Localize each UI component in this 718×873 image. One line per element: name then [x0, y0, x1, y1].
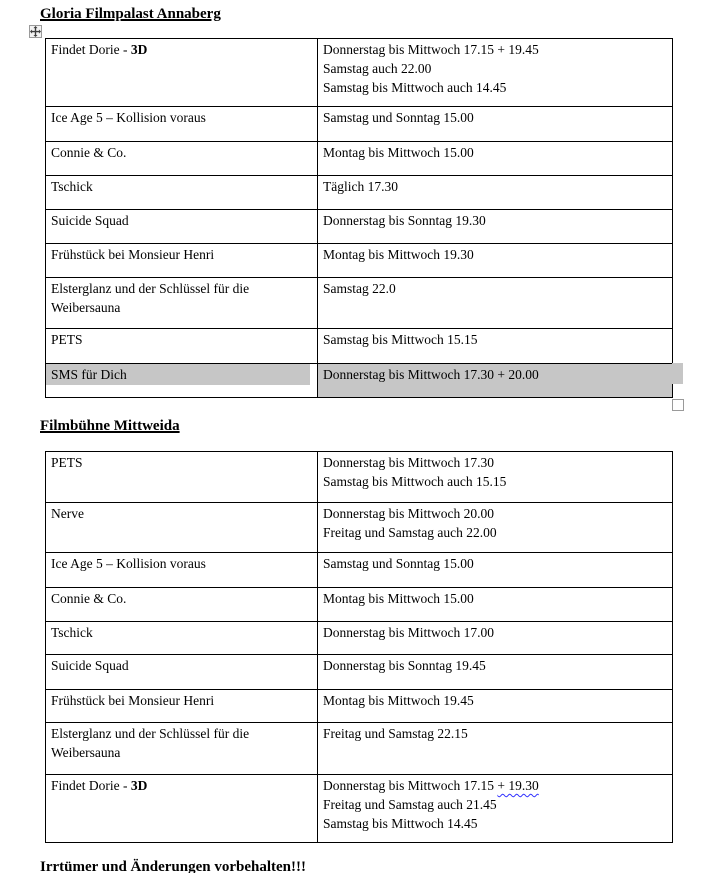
section-heading-annaberg: Gloria Filmpalast Annaberg: [40, 6, 221, 22]
times-cell[interactable]: [318, 553, 673, 588]
table-row: [46, 210, 673, 244]
film-title: PETS: [51, 332, 83, 347]
film-title: Ice Age 5 – Kollision voraus: [51, 556, 206, 571]
film-title: Suicide Squad: [51, 213, 129, 228]
film-cell[interactable]: [46, 690, 318, 723]
showtime-line: Freitag und Samstag auch 22.00: [323, 525, 497, 540]
film-title: Findet Dorie -: [51, 42, 131, 57]
table-row: [46, 244, 673, 278]
showtime-line: Montag bis Mittwoch 19.45: [323, 693, 474, 708]
move-icon: [30, 26, 41, 37]
table-row: [46, 655, 673, 690]
film-title: SMS für Dich: [51, 367, 127, 382]
times-cell[interactable]: [318, 329, 673, 364]
film-cell[interactable]: [46, 107, 318, 142]
film-cell[interactable]: [46, 775, 318, 843]
table-row: [46, 775, 673, 843]
times-cell[interactable]: [318, 690, 673, 723]
film-cell[interactable]: [46, 622, 318, 655]
film-cell[interactable]: [46, 210, 318, 244]
showtime-line: Montag bis Mittwoch 15.00: [323, 145, 474, 160]
table-row: [46, 553, 673, 588]
times-cell[interactable]: [318, 723, 673, 775]
table-row: [46, 39, 673, 107]
showtime-line: Donnerstag bis Sonntag 19.30: [323, 213, 486, 228]
times-cell[interactable]: [318, 503, 673, 553]
film-title-bold: 3D: [130, 42, 148, 57]
showtime-line: Donnerstag bis Mittwoch 17.00: [323, 625, 494, 640]
table-row: [46, 452, 673, 503]
times-cell[interactable]: [318, 176, 673, 210]
table-resize-handle[interactable]: [672, 399, 684, 411]
showtime-line: Samstag auch 22.00: [323, 61, 432, 76]
film-cell[interactable]: [46, 452, 318, 503]
film-title-bold: 3D: [130, 778, 148, 793]
times-cell[interactable]: [318, 622, 673, 655]
table-row: [46, 176, 673, 210]
times-cell[interactable]: [318, 452, 673, 503]
film-title: Nerve: [51, 506, 84, 521]
table-row: [46, 723, 673, 775]
film-cell[interactable]: [46, 723, 318, 775]
showtime-line: Donnerstag bis Mittwoch 17.15: [323, 778, 498, 793]
table-row: [46, 278, 673, 329]
spellcheck-squiggle: + 19.30: [497, 778, 539, 793]
showtime-line: Freitag und Samstag 22.15: [323, 726, 468, 741]
film-cell[interactable]: [46, 588, 318, 622]
showtime-line: Samstag bis Mittwoch auch 15.15: [323, 474, 507, 489]
film-title: Frühstück bei Monsieur Henri: [51, 693, 215, 708]
schedule-table-mittweida: [45, 451, 673, 843]
film-title: Ice Age 5 – Kollision voraus: [51, 110, 206, 125]
times-cell[interactable]: [318, 210, 673, 244]
footer-disclaimer: Irrtümer und Änderungen vorbehalten!!!: [40, 859, 306, 873]
film-cell[interactable]: [46, 39, 318, 107]
film-title: PETS: [51, 455, 83, 470]
film-cell[interactable]: [46, 176, 318, 210]
film-title: Tschick: [51, 179, 93, 194]
showtime-line: Donnerstag bis Mittwoch 20.00: [323, 506, 494, 521]
showtime-line: Samstag 22.0: [323, 281, 396, 296]
film-cell[interactable]: [46, 655, 318, 690]
showtime-line: Samstag bis Mittwoch 14.45: [323, 816, 478, 831]
times-cell[interactable]: [318, 278, 673, 329]
film-cell[interactable]: [46, 503, 318, 553]
times-cell[interactable]: [318, 244, 673, 278]
showtime-line: Samstag und Sonntag 15.00: [323, 110, 474, 125]
schedule-table-annaberg: [45, 38, 673, 398]
showtime-line: Samstag bis Mittwoch 15.15: [323, 332, 478, 347]
showtime-line: Donnerstag bis Sonntag 19.45: [323, 658, 486, 673]
showtime-line: Freitag und Samstag auch 21.45: [323, 797, 497, 812]
times-cell[interactable]: [318, 107, 673, 142]
showtime-line: Täglich 17.30: [323, 179, 398, 194]
film-title: Tschick: [51, 625, 93, 640]
times-cell[interactable]: [318, 364, 673, 398]
times-cell[interactable]: [318, 655, 673, 690]
showtime-line: Donnerstag bis Mittwoch 17.30 + 20.00: [323, 367, 539, 382]
film-cell[interactable]: [46, 364, 318, 398]
film-title: Connie & Co.: [51, 145, 127, 160]
film-title: Elsterglanz und der Schlüssel für die Weibersauna: [51, 726, 250, 760]
film-cell[interactable]: [46, 142, 318, 176]
film-title: Frühstück bei Monsieur Henri: [51, 247, 215, 262]
table-row-selected: [46, 364, 673, 398]
film-cell[interactable]: [46, 244, 318, 278]
table-row: [46, 142, 673, 176]
showtime-line: Montag bis Mittwoch 19.30: [323, 247, 474, 262]
film-title: Connie & Co.: [51, 591, 127, 606]
table-move-handle[interactable]: [29, 25, 42, 38]
times-cell[interactable]: [318, 588, 673, 622]
table-row: [46, 503, 673, 553]
table-row: [46, 329, 673, 364]
times-cell[interactable]: [318, 142, 673, 176]
table-row: [46, 588, 673, 622]
table-row: [46, 690, 673, 723]
row-end-selection-highlight: [672, 363, 683, 384]
film-cell[interactable]: [46, 329, 318, 364]
film-cell[interactable]: [46, 278, 318, 329]
showtime-line: Montag bis Mittwoch 15.00: [323, 591, 474, 606]
showtime-line: Donnerstag bis Mittwoch 17.15 + 19.45: [323, 42, 539, 57]
film-title: Suicide Squad: [51, 658, 129, 673]
showtime-line: Samstag und Sonntag 15.00: [323, 556, 474, 571]
times-cell[interactable]: [318, 775, 673, 843]
film-title: Elsterglanz und der Schlüssel für die Weibersauna: [51, 281, 250, 315]
film-title: Findet Dorie -: [51, 778, 131, 793]
showtime-line: Donnerstag bis Mittwoch 17.30: [323, 455, 494, 470]
showtime-line: Samstag bis Mittwoch auch 14.45: [323, 80, 507, 95]
film-cell[interactable]: [46, 553, 318, 588]
table-row: [46, 107, 673, 142]
section-heading-mittweida: Filmbühne Mittweida: [40, 418, 180, 434]
times-cell[interactable]: [318, 39, 673, 107]
table-row: [46, 622, 673, 655]
